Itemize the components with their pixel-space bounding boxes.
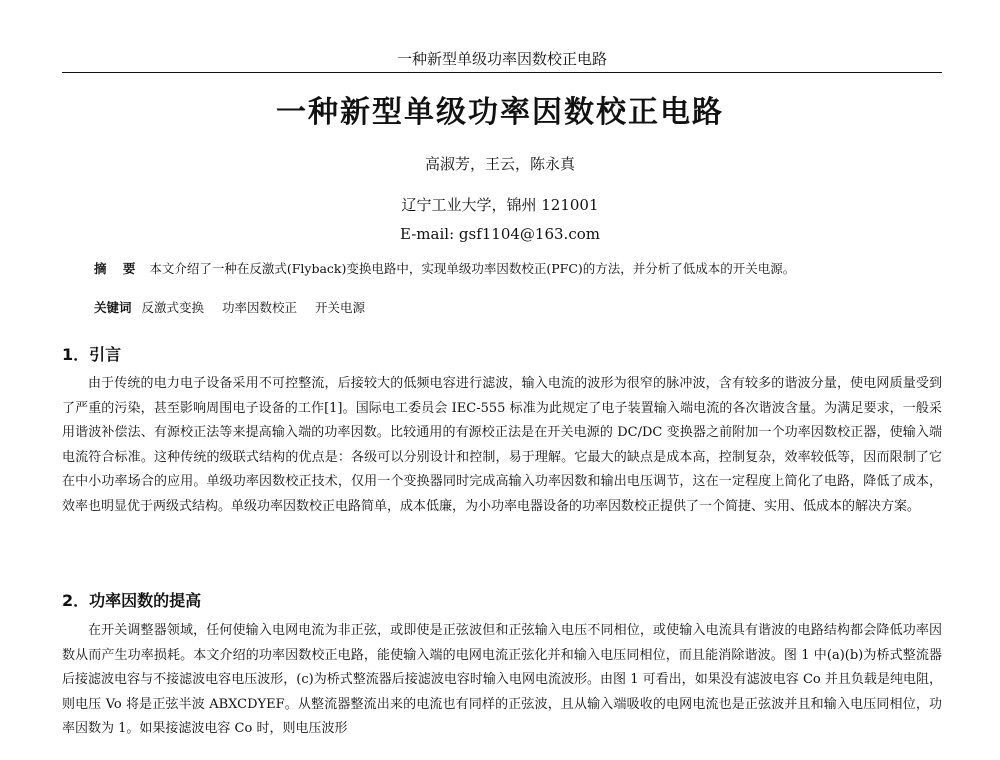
keyword-item: 开关电源 [315,300,366,315]
affiliation: 辽宁工业大学，锦州 121001 [401,196,599,214]
keywords [94,298,954,318]
section-heading-power-factor: 2．功率因数的提高 [62,591,202,610]
section-paragraph-power-factor: 在开关调整器领域，任何使输入电网电流为非正弦，或即使是正弦波但和正弦输入电压不同相位，或使输入电流具有谐波的电路结构都会降低功率因数从而产生功率损耗。本文介绍的功率因数校正电路，能使输入端的电网电流正弦化并和输入电压同相位，而且能消除谐波。图 1 中(a)(b)为桥式整流器后接滤波电容与不接滤波电容电压波形，(c)为桥式整流器后接滤波电容时输入电网电流波形。由图 1 可看出，如果没有滤波电容 Co 并且负载是纯电阻，则电压 Vo 将是正弦半波 ABXCDYEF。从整流器整流出来的电流也有同样的正弦波，且从输入端吸收的电网电流也是正弦波并且和输入电压同相位，功率因数为 1。如果接滤波电容 Co 时，则电压波形 [62,623,942,737]
abstract [94,259,954,279]
email[interactable]: E-mail: gsf1104@163.com [400,225,600,243]
abstract-text: 本文介绍了一种在反激式(Flyback)变换电路中，实现单级功率因数校正(PFC)的方法，并分析了低成本的开关电源。 [149,261,796,276]
keyword-item: 反激式变换 [141,300,205,315]
section-paragraph-introduction: 由于传统的电力电子设备采用不可控整流，后接较大的低频电容进行滤波，输入电流的波形为很窄的脉冲波，含有较多的谐波分量，使电网质量受到了严重的污染，甚至影响周围电子设备的工作[1]。国际电工委员会 IEC-555 标准为此规定了电子装置输入端电流的各次谐波含量。为满足要求，一般采用谐波补偿法、有源校正法等来提高输入端的功率因数。比较通用的有源校正法是在开关电源的 DC/DC 变换器之前附加一个功率因数校正器，使输入端电流符合标准。这种传统的级联式结构的优点是：各级可以分别设计和控制，易于理解。它最大的缺点是成本高，控制复杂，效率较低等，因而限制了它在中小功率场合的应用。单级功率因数校正技术，仅用一个变换器同时完成高输入功率因数和输出电压调节，这在一定程度上简化了电路，降低了成本，效率也明显优于两级式结构。单级功率因数校正电路简单，成本低廉，为小功率电器设备的功率因数校正提供了一个简捷、实用、低成本的解决方案。 [62,376,942,514]
section-heading-introduction: 1．引言 [62,345,122,364]
keyword-item: 功率因数校正 [222,300,298,315]
paper-title: 一种新型单级功率因数校正电路 [276,95,724,130]
authors: 高淑芳，王云，陈永真 [424,155,575,173]
running-header: 一种新型单级功率因数校正电路 [62,48,942,73]
keywords-label: 关键词 [94,300,132,315]
abstract-label: 摘 要 [94,261,142,276]
